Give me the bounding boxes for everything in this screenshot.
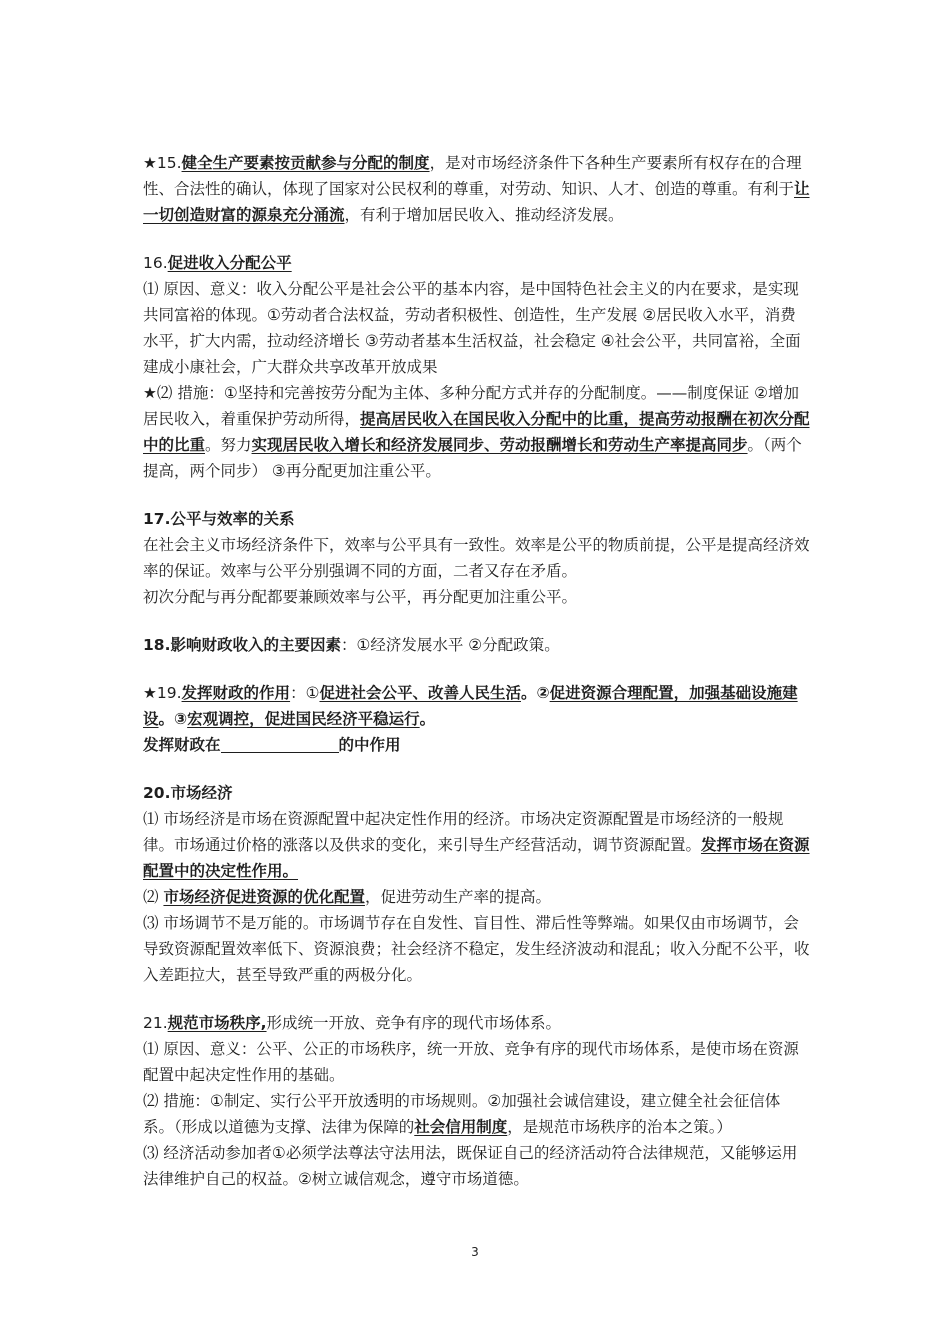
section-20-para-2: ⑵ 市场经济促进资源的优化配置，促进劳动生产率的提高。 xyxy=(143,888,551,906)
section-20-para-1: ⑴ 市场经济是市场在资源配置中起决定性作用的经济。市场决定资源配置是市场经济的一般规律。市场通过价格的涨落以及供求的变化，来引导生产经营活动，调节资源配置。发挥市场在资源配置中的决定性作用。 xyxy=(143,810,810,880)
section-16-para-1: ⑴ 原因、意义：收入分配公平是社会公平的基本内容，是中国特色社会主义的内在要求，是实现共同富裕的体现。①劳动者合法权益，劳动者积极性、创造性，生产发展 ②居民收入水平，消费水平，扩大内需，拉动经济增长 ③劳动者基本生活权益，社会稳定 ④社会公平，共同富裕，全面建成小康社会，广大群众共享改革开放成果 xyxy=(143,280,801,376)
section-20-heading: 20.市场经济 xyxy=(143,784,233,802)
section-21-para-3: ⑶ 经济活动参加者①必须学法尊法守法用法，既保证自己的经济活动符合法律规范，又能够运用法律维护自己的权益。②树立诚信观念，遵守市场道德。 xyxy=(143,1144,798,1188)
section-15-title: 健全生产要素按贡献参与分配的制度 xyxy=(181,154,430,172)
document-body xyxy=(143,150,811,1192)
section-21-para-1: ⑴ 原因、意义：公平、公正的市场秩序，统一开放、竞争有序的现代市场体系，是使市场在资源配置中起决定性作用的基础。 xyxy=(143,1040,799,1084)
page-number: 3 xyxy=(471,1245,479,1259)
section-15: ★15.健全生产要素按贡献参与分配的制度，是对市场经济条件下各种生产要素所有权存在的合理性、合法性的确认，体现了国家对公民权利的尊重，对劳动、知识、人才、创造的尊重。有利于让一切创造财富的源泉充分涌流，有利于增加居民收入、推动经济发展。 xyxy=(143,154,810,224)
section-17-para-2: 初次分配与再分配都要兼顾效率与公平，再分配更加注重公平。 xyxy=(143,588,578,606)
section-21-heading: 21.规范市场秩序,形成统一开放、竞争有序的现代市场体系。 xyxy=(143,1014,562,1032)
section-16-para-2: ★⑵ 措施：①坚持和完善按劳分配为主体、多种分配方式并存的分配制度。——制度保证 ②增加居民收入，着重保护劳动所得，提高居民收入在国民收入分配中的比重，提高劳动报酬在初次分配中的比重。努力实现居民收入增长和经济发展同步、劳动报酬增长和劳动生产率提高同步。（两个提高，两个同步） ③再分配更加注重公平。 xyxy=(143,384,810,480)
section-18: 18.影响财政收入的主要因素：①经济发展水平 ②分配政策。 xyxy=(143,636,560,654)
section-19: ★19.发挥财政的作用：①促进社会公平、改善人民生活。②促进资源合理配置，加强基础设施建设。③宏观调控，促进国民经济平稳运行。 xyxy=(143,684,798,728)
section-16-heading: 16.促进收入分配公平 xyxy=(143,254,292,272)
section-17-heading: 17.公平与效率的关系 xyxy=(143,510,295,528)
section-20-para-3: ⑶ 市场调节不是万能的。市场调节存在自发性、盲目性、滞后性等弊端。如果仅由市场调节，会导致资源配置效率低下、资源浪费；社会经济不稳定，发生经济波动和混乱；收入分配不公平，收入差距拉大，甚至导致严重的两极分化。 xyxy=(143,914,810,984)
answer-blank xyxy=(221,734,339,753)
section-21-para-2: ⑵ 措施：①制定、实行公平开放透明的市场规则。②加强社会诚信建设，建立健全社会征信体系。（形成以道德为支撑、法律为保障的社会信用制度，是规范市场秩序的治本之策。） xyxy=(143,1092,781,1136)
section-15-key: 让一切创造财富的源泉充分涌流 xyxy=(143,180,810,224)
section-19-fill-blank: 发挥财政在 的中作用 xyxy=(143,736,401,754)
section-17-para-1: 在社会主义市场经济条件下，效率与公平具有一致性。效率是公平的物质前提，公平是提高经济效率的保证。效率与公平分别强调不同的方面，二者又存在矛盾。 xyxy=(143,536,810,580)
